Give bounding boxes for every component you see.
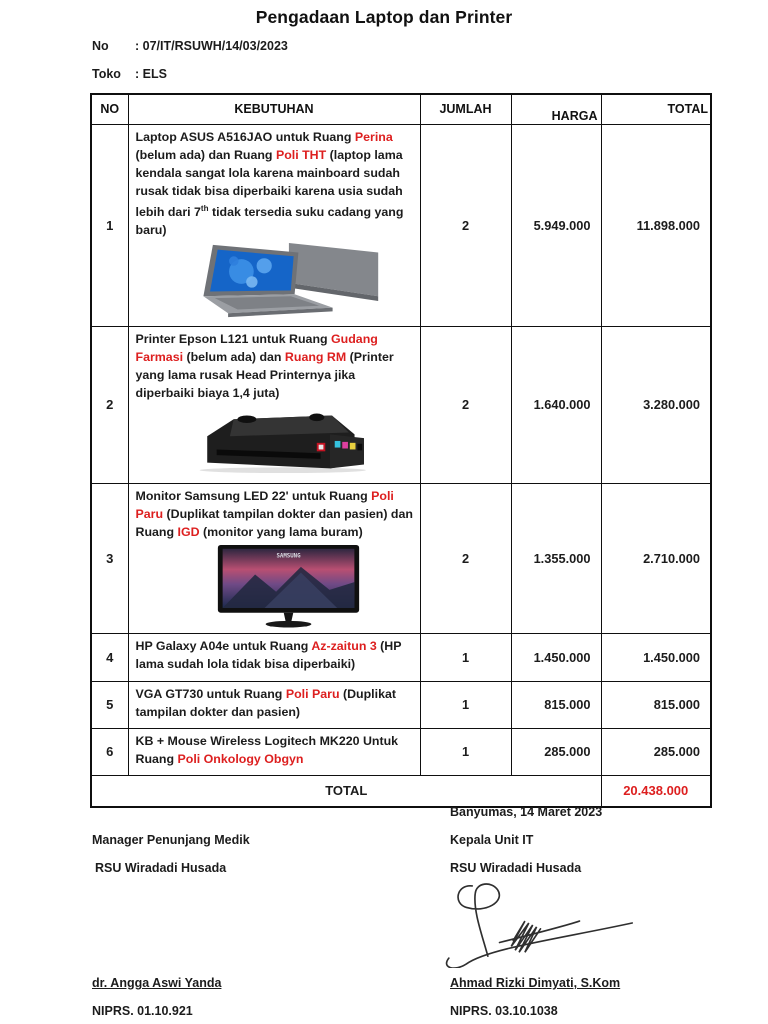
description-cell: [128, 633, 420, 681]
price-cell: 5.949.000: [511, 124, 601, 326]
signer-right-name: Ahmad Rizki Dimyati, S.Kom: [450, 976, 621, 990]
description-text: HP Galaxy A04e untuk Ruang Az-zaitun 3 (HP lama sudah lola tidak bisa diperbaiki): [135, 638, 402, 671]
total-label-cell: TOTAL: [91, 775, 601, 807]
table-header-row: [91, 94, 711, 124]
signer-right-role: Kepala Unit IT: [450, 833, 534, 847]
price-cell: 1.355.000: [511, 483, 601, 633]
description-text: KB + Mouse Wireless Logitech MK220 Untuk Ruang Poli Onkology Obgyn: [135, 733, 399, 766]
meta-toko-label: Toko: [92, 67, 121, 81]
row-number-cell: 5: [91, 681, 128, 728]
row-number-cell: 1: [91, 124, 128, 326]
description-text: Laptop ASUS A516JAO untuk Ruang Perina (belum ada) dan Ruang Poli THT (laptop lama kendala sangat lola karena mainboard sudah rusak tidak bisa diperbaiki karena usia sudah lebih dari 7th tidak tersedia suku cadang yang baru): [135, 129, 404, 237]
total-cell: 285.000: [601, 728, 711, 775]
quantity-cell: 1: [420, 681, 511, 728]
description-text: VGA GT730 untuk Ruang Poli Paru (Duplikat tampilan dokter dan pasien): [135, 686, 396, 719]
table-row: [91, 124, 711, 326]
header-jumlah: JUMLAH: [420, 94, 511, 124]
page-title: Pengadaan Laptop dan Printer: [255, 7, 513, 27]
description-cell: [128, 483, 420, 633]
footer-date: Banyumas, 14 Maret 2023: [450, 805, 603, 819]
table-row: [91, 728, 711, 775]
price-cell: 1.450.000: [511, 633, 601, 681]
description-cell: [128, 124, 420, 326]
svg-text:SAMSUNG: SAMSUNG: [276, 552, 301, 559]
signer-right-org: RSU Wiradadi Husada: [450, 861, 582, 875]
description-text: Printer Epson L121 untuk Ruang Gudang Farmasi (belum ada) dan Ruang RM (Printer yang lama rusak Head Printernya jika diperbaiki biaya 1,4 juta): [135, 331, 394, 400]
monitor-image: [136, 541, 416, 633]
total-cell: 3.280.000: [601, 326, 711, 483]
description-cell: [128, 326, 420, 483]
total-cell: 1.450.000: [601, 633, 711, 681]
meta-block: [92, 37, 768, 83]
signer-left-role: Manager Penunjang Medik: [92, 833, 250, 847]
quantity-cell: 1: [420, 633, 511, 681]
header-harga: HARGA: [511, 94, 601, 124]
row-number-cell: 4: [91, 633, 128, 681]
printer-image: [136, 402, 416, 479]
meta-no-label: No: [92, 39, 109, 53]
description-cell: [128, 728, 420, 775]
header-total: TOTAL: [601, 94, 711, 124]
table-row: [91, 326, 711, 483]
row-number-cell: 2: [91, 326, 128, 483]
grand-total-cell: 20.438.000: [601, 775, 711, 807]
laptop-product-photo: [192, 241, 382, 321]
signature-scribble: [443, 878, 638, 973]
meta-no-row: [92, 37, 768, 55]
quantity-cell: 1: [420, 728, 511, 775]
quantity-cell: 2: [420, 326, 511, 483]
description-cell: [128, 681, 420, 728]
price-cell: 285.000: [511, 728, 601, 775]
price-cell: 1.640.000: [511, 326, 601, 483]
signer-left-org: RSU Wiradadi Husada: [95, 861, 227, 875]
printer-product-photo: [185, 406, 390, 474]
laptop-image: [136, 239, 416, 326]
signer-right-nip: NIPRS. 03.10.1038: [450, 1004, 558, 1018]
quantity-cell: 2: [420, 483, 511, 633]
meta-no-value: : 07/IT/RSUWH/14/03/2023: [135, 39, 288, 53]
header-no: NO: [91, 94, 128, 124]
signer-left-name: dr. Angga Aswi Yanda: [92, 976, 222, 990]
table-row: [91, 483, 711, 633]
meta-toko-value: : ELS: [135, 67, 167, 81]
row-number-cell: 6: [91, 728, 128, 775]
meta-toko-row: [92, 65, 768, 83]
handwritten-signature-icon: [443, 878, 638, 968]
table-row: [91, 633, 711, 681]
total-cell: 11.898.000: [601, 124, 711, 326]
total-cell: 815.000: [601, 681, 711, 728]
signer-left-nip: NIPRS. 01.10.921: [92, 1004, 193, 1018]
description-text: Monitor Samsung LED 22' untuk Ruang Poli Paru (Duplikat tampilan dokter dan pasien) dan Ruang IGD (monitor yang lama buram): [135, 488, 413, 539]
total-row: [91, 775, 711, 807]
table-row: [91, 681, 711, 728]
total-cell: 2.710.000: [601, 483, 711, 633]
row-number-cell: 3: [91, 483, 128, 633]
header-kebutuhan: KEBUTUHAN: [128, 94, 420, 124]
quantity-cell: 2: [420, 124, 511, 326]
procurement-table: [90, 93, 712, 808]
price-cell: 815.000: [511, 681, 601, 728]
monitor-product-photo: [216, 544, 361, 628]
